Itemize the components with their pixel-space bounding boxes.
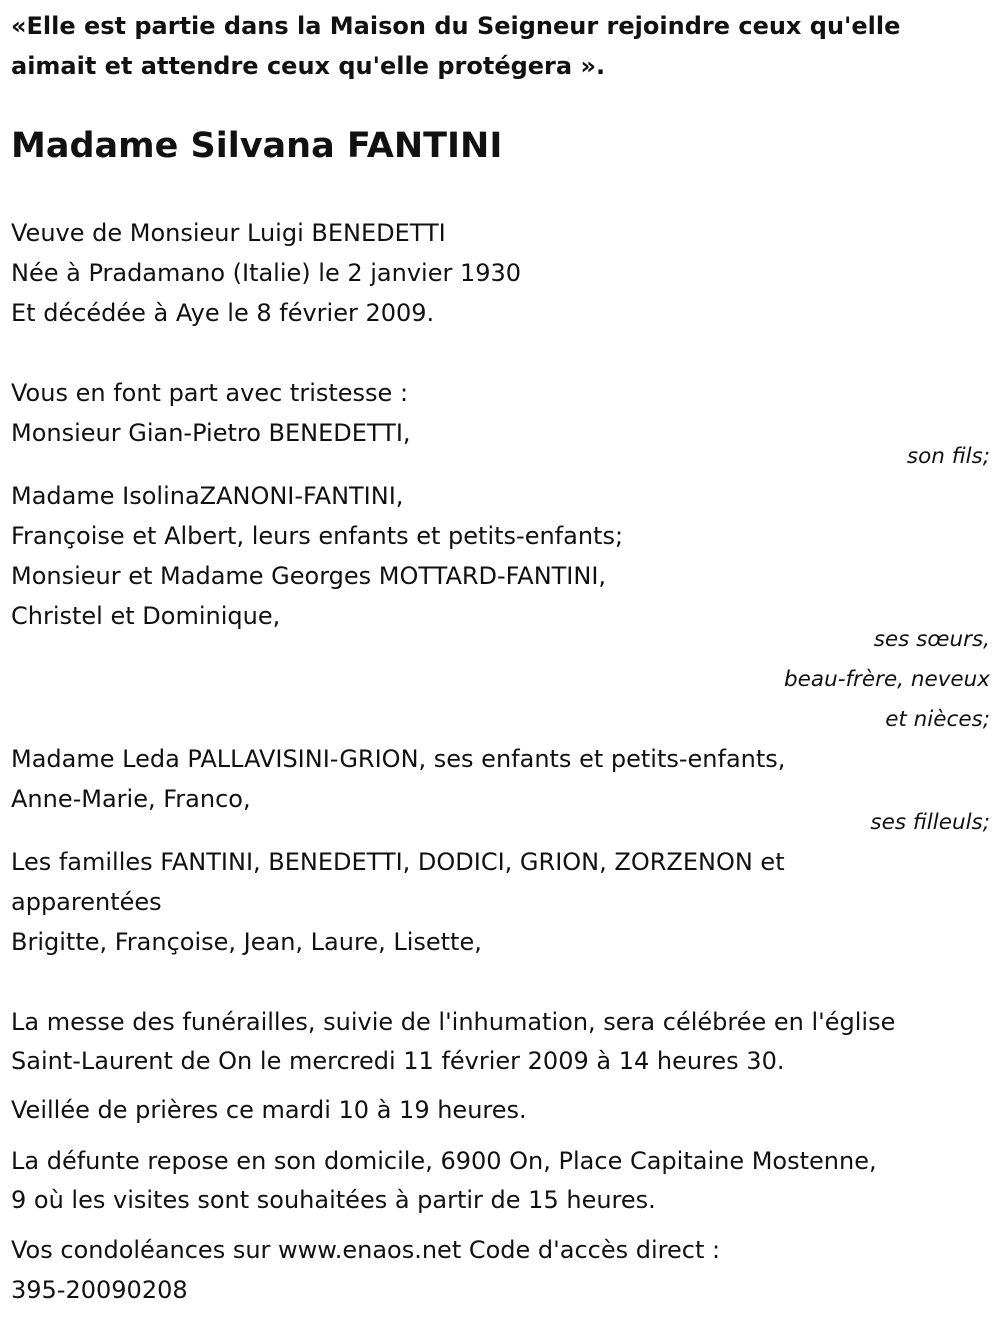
access-code: 395-20090208 <box>11 1276 188 1304</box>
sibling-line: Christel et Dominique, <box>11 602 281 630</box>
families-line: apparentées <box>11 888 162 916</box>
announcement-line: Vous en font part avec tristesse : <box>11 379 409 407</box>
funeral-line: Saint-Laurent de On le mercredi 11 février 2009 à 14 heures 30. <box>11 1047 785 1075</box>
siblings-role: ses sœurs, <box>873 627 990 652</box>
deceased-name: Madame Silvana FANTINI <box>11 126 503 166</box>
son-role: son fils; <box>906 444 990 469</box>
sibling-line: Françoise et Albert, leurs enfants et petits-enfants; <box>11 522 624 550</box>
widow-line: Veuve de Monsieur Luigi BENEDETTI <box>11 219 446 247</box>
condolences-line: Vos condoléances sur www.enaos.net Code d'accès direct : <box>11 1236 721 1264</box>
siblings-role: et nièces; <box>885 707 990 732</box>
godchild-line: Anne-Marie, Franco, <box>11 785 251 813</box>
funeral-line: La messe des funérailles, suivie de l'inhumation, sera célébrée en l'église <box>11 1008 896 1036</box>
rest-line: 9 où les visites sont souhaitées à partir de 15 heures. <box>11 1186 656 1214</box>
vigil-line: Veillée de prières ce mardi 10 à 19 heures. <box>11 1096 527 1124</box>
families-line: Brigitte, Françoise, Jean, Laure, Lisette, <box>11 928 482 956</box>
families-line: Les familles FANTINI, BENEDETTI, DODICI, GRION, ZORZENON et <box>11 848 785 876</box>
sibling-line: Madame IsolinaZANONI-FANTINI, <box>11 482 404 510</box>
siblings-role: beau-frère, neveux <box>784 667 990 692</box>
godchildren-role: ses filleuls; <box>870 810 990 835</box>
epitaph-quote: «Elle est partie dans la Maison du Seigneur rejoindre ceux qu'elle aimait et attendre ceux qu'elle protégera ». <box>11 12 901 80</box>
sibling-line: Monsieur et Madame Georges MOTTARD-FANTINI, <box>11 562 607 590</box>
birth-line: Née à Pradamano (Italie) le 2 janvier 1930 <box>11 259 522 287</box>
son-name: Monsieur Gian-Pietro BENEDETTI, <box>11 419 411 447</box>
rest-line: La défunte repose en son domicile, 6900 On, Place Capitaine Mostenne, <box>11 1147 877 1175</box>
godchild-line: Madame Leda PALLAVISINI-GRION, ses enfants et petits-enfants, <box>11 745 786 773</box>
death-line: Et décédée à Aye le 8 février 2009. <box>11 299 435 327</box>
